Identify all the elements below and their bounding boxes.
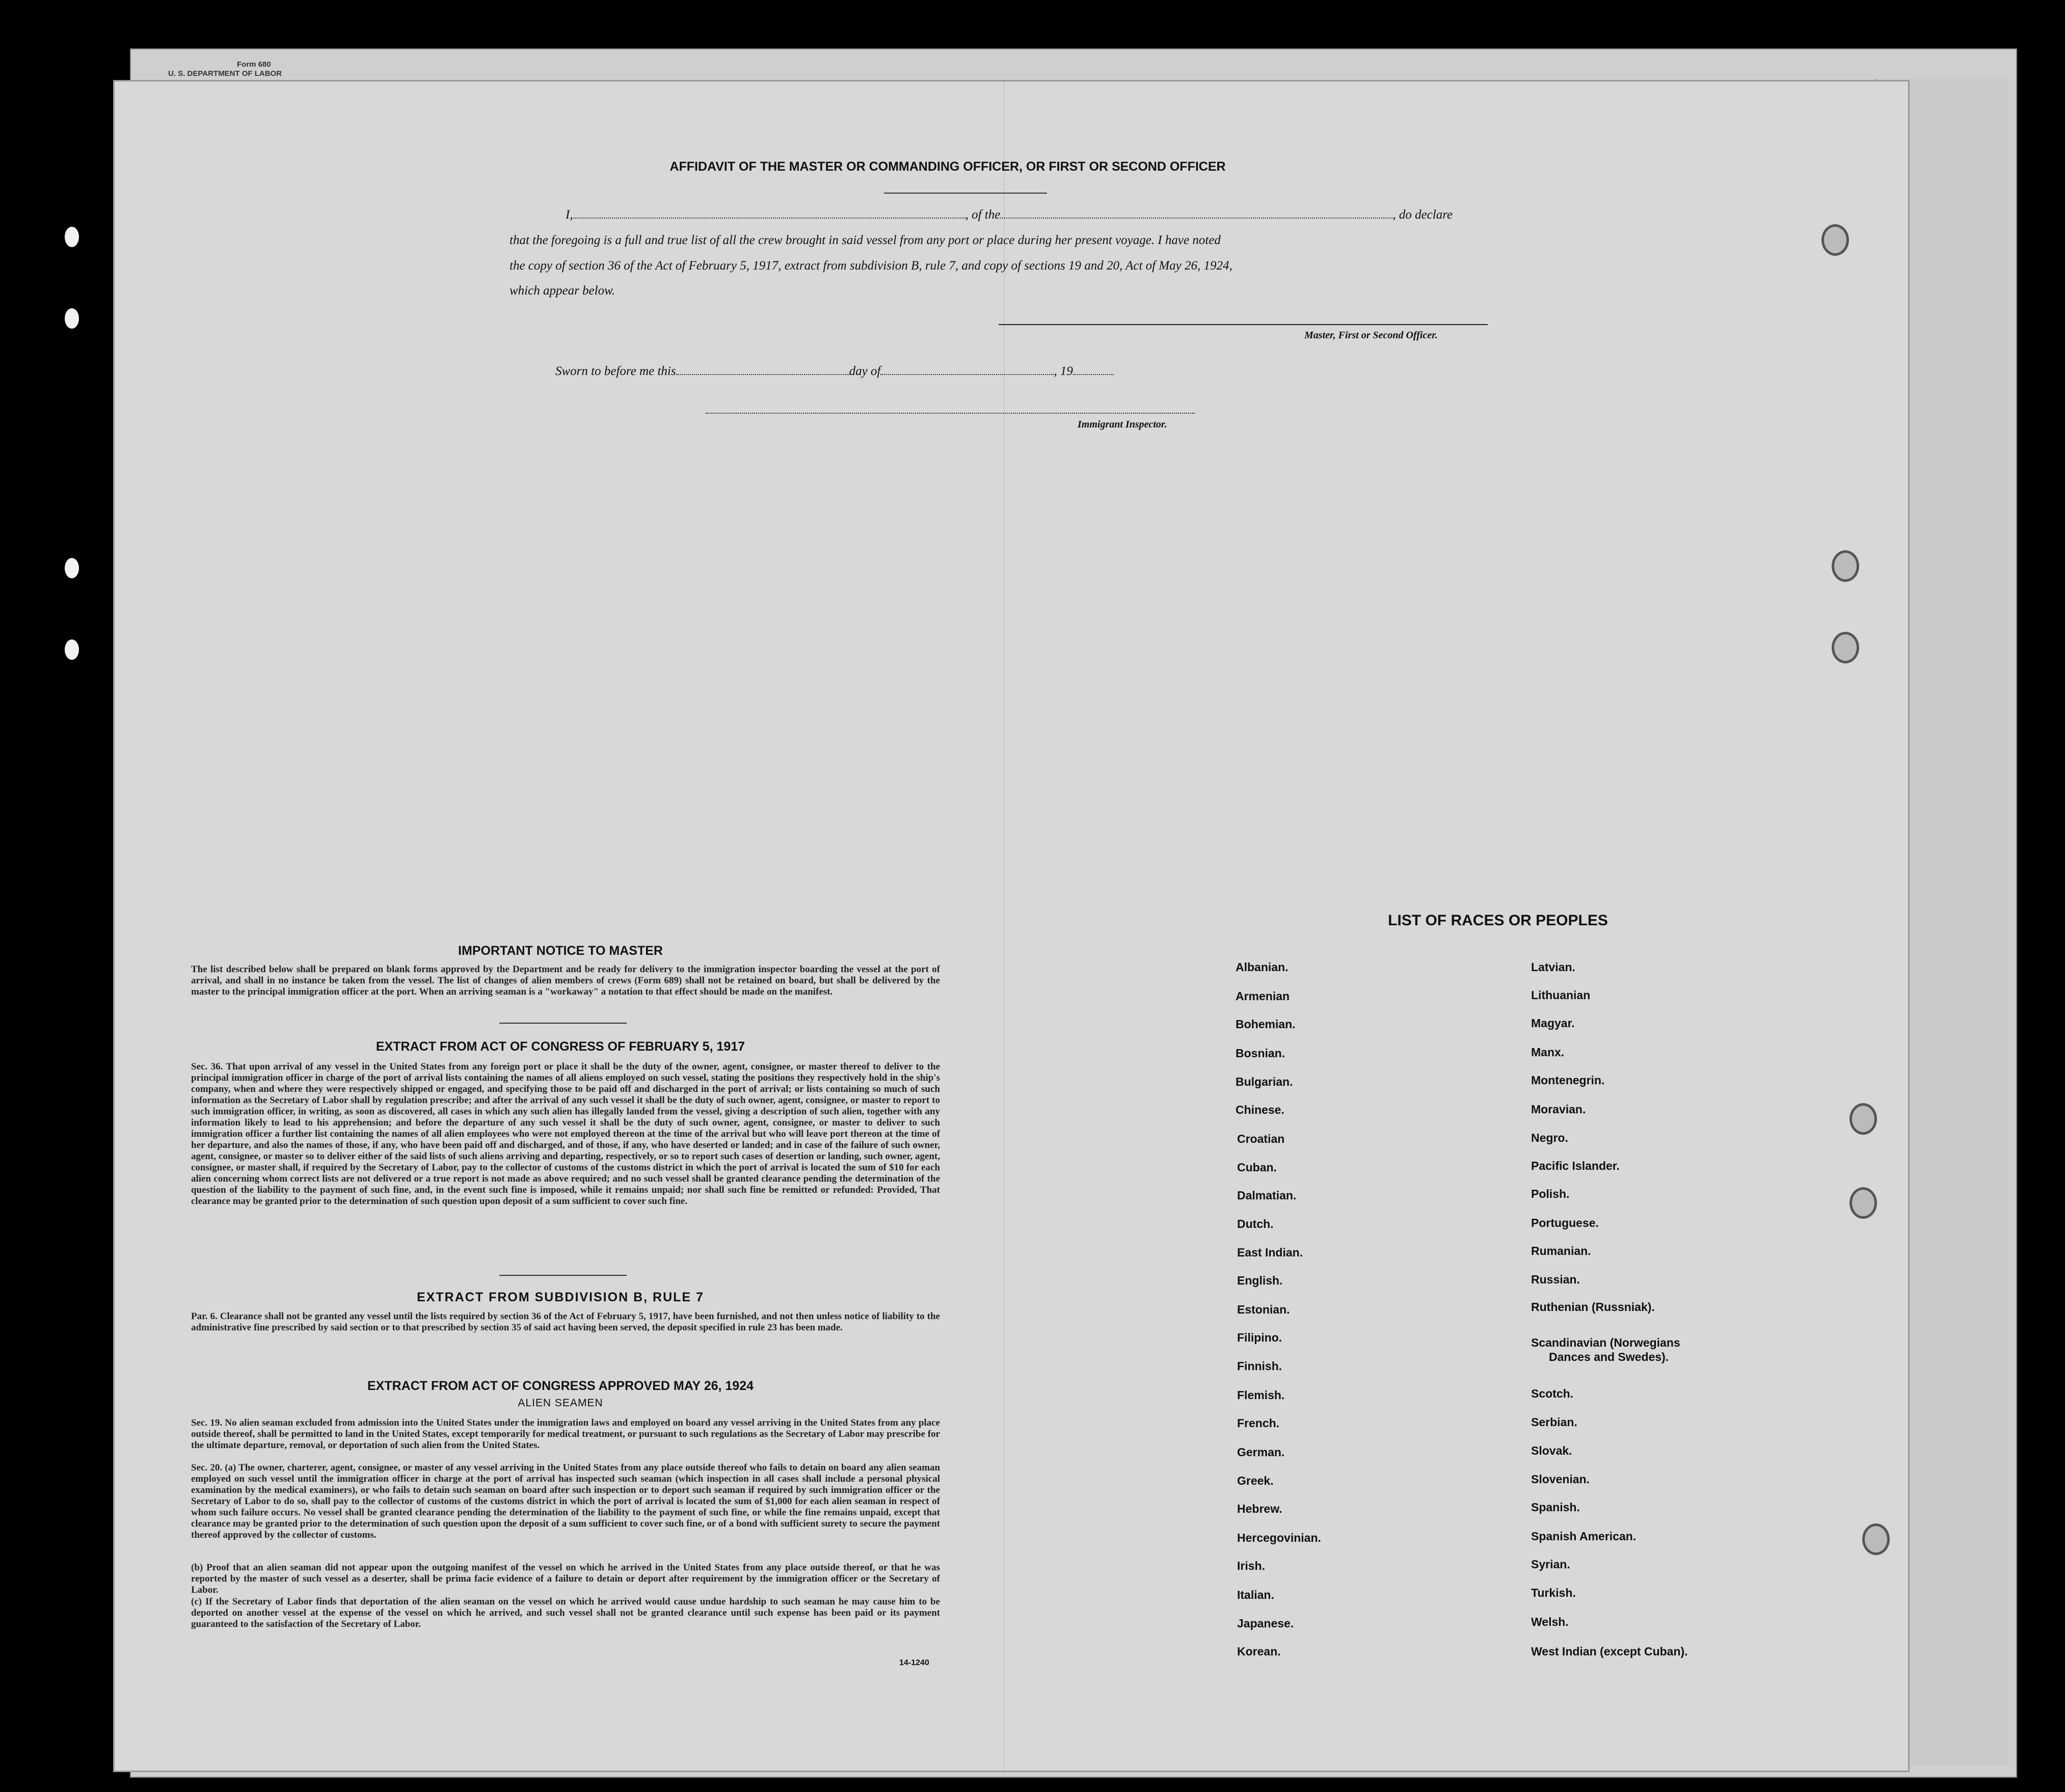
race-item: Portuguese. <box>1531 1216 1599 1229</box>
race-item: Manx. <box>1531 1046 1565 1059</box>
race-item: Moravian. <box>1531 1103 1586 1116</box>
punch-hole <box>1821 224 1849 256</box>
race-item: Japanese. <box>1237 1617 1294 1630</box>
race-item: Spanish. <box>1531 1501 1580 1514</box>
race-item: Russian. <box>1531 1273 1580 1286</box>
page-fold <box>1004 82 1005 1771</box>
race-item: Scandinavian (Norwegians <box>1531 1336 1680 1349</box>
race-item: Welsh. <box>1531 1615 1569 1628</box>
race-item: East Indian. <box>1237 1246 1303 1259</box>
race-item: Hebrew. <box>1237 1502 1282 1515</box>
race-item: French. <box>1237 1416 1280 1430</box>
affidavit-text-line-4: which appear below. <box>509 284 615 298</box>
extract-rule7-title: EXTRACT FROM SUBDIVISION B, RULE 7 <box>417 1290 704 1304</box>
race-item: German. <box>1237 1446 1285 1459</box>
extract-rule7-body: Par. 6. Clearance shall not be granted any vessel until the lists required by section 36 of the Act of February 5, 1917, have been furnished, and not then unless notice of liability to the administrative fine prescribed by said section or to that prescribed by section 35 of said act having been served, the deposit specified in rule 23 has been made. <box>191 1311 940 1333</box>
punch-hole <box>65 227 79 247</box>
race-item: Korean. <box>1237 1645 1281 1658</box>
race-item: Slovak. <box>1531 1444 1572 1457</box>
notice-divider <box>499 1023 627 1024</box>
extract-1924-sec20a: Sec. 20. (a) The owner, charterer, agent, consignee, or master of any vessel arriving in the United States from any place outside thereof who fails to detain on board any alien seaman employed on such vessel until the immigration officer in charge at the port of arrival has inspected such seaman (which inspection in all cases shall include a personal physical examination by the medical examiners), or who fails to detain such seaman on board after such inspection or to deport such seaman if required by such immigration officer or the Secretary of Labor to do so, shall pay to the collector of customs of the customs district in which the port of arrival is located the sum of $1,000 for each alien seaman in respect of whom such failure occurs. No vessel shall be granted clearance pending the determination of the liability to the payment of such fine, or while the fine remains unpaid, except that clearance may be granted prior to the determination of such question upon the deposit of a sum sufficient to cover such fine, or of a bond with sufficient surety to secure the payment thereof approved by the collector of customs. <box>191 1462 940 1540</box>
race-item: Slovenian. <box>1531 1473 1590 1486</box>
extract-1924-sec19: Sec. 19. No alien seaman excluded from admission into the United States under the immigration laws and employed on board any vessel arriving in the United States from any place outside thereof, shall be permitted to land in the United States, except temporarily for medical treatment, or pursuant to such regulations as the Secretary of Labor may prescribe for the ultimate departure, removal, or deportation of such alien from the United States. <box>191 1417 940 1451</box>
race-item: Croatian <box>1237 1132 1285 1145</box>
extract-1924-sec20c: (c) If the Secretary of Labor finds that deportation of the alien seaman on the vessel on which he arrived would cause undue hardship to such seaman he may cause him to be deported on another vessel at the expense of the vessel on which he arrived, and such vessel shall not be granted clearance until such expense has been paid or its payment guaranteed to the satisfaction of the Secretary of Labor. <box>191 1596 940 1629</box>
race-item: Latvian. <box>1531 960 1575 974</box>
race-item: Estonian. <box>1237 1303 1290 1316</box>
race-item: Ruthenian (Russniak). <box>1531 1300 1655 1314</box>
notice-body: The list described below shall be prepared on blank forms approved by the Department and be ready for delivery to the immigration inspector boarding the vessel at the port of arrival, and shall in no instance be taken from the vessel. The list of changes of alien members of crews (Form 689) shall not be retained on board, but shall be delivered by the master to the principal immigration officer at the port. When an arriving seaman is a "workaway" a notation to that effect should be made on the manifest. <box>191 964 940 997</box>
race-item: Negro. <box>1531 1131 1568 1144</box>
punch-hole <box>65 308 79 329</box>
race-item: Filipino. <box>1237 1331 1282 1344</box>
race-item: Flemish. <box>1237 1388 1285 1402</box>
race-item: Italian. <box>1237 1588 1274 1601</box>
race-item: Serbian. <box>1531 1415 1577 1429</box>
affidavit-text-line-3: the copy of section 36 of the Act of February 5, 1917, extract from subdivision B, rule 7, and copy of sections 19 and 20, Act of May 26, 1924, <box>509 259 1232 273</box>
race-item: Pacific Islander. <box>1531 1159 1620 1172</box>
race-item: Bulgarian. <box>1236 1075 1293 1088</box>
affidavit-divider <box>884 193 1047 194</box>
race-item: Magyar. <box>1531 1017 1575 1030</box>
affiant-name-field[interactable] <box>573 218 966 219</box>
punch-hole <box>1849 1187 1877 1219</box>
master-signature-line[interactable] <box>999 324 1488 325</box>
race-item: Montenegrin. <box>1531 1074 1605 1087</box>
vessel-name-field[interactable] <box>1000 218 1392 219</box>
race-item: Dutch. <box>1237 1217 1274 1231</box>
inspector-signature-line[interactable] <box>706 413 1195 414</box>
sworn-day-field[interactable] <box>676 374 849 375</box>
race-item: Albanian. <box>1236 960 1289 974</box>
race-item: Bosnian. <box>1236 1047 1285 1060</box>
race-item: Dalmatian. <box>1237 1189 1297 1202</box>
race-item: Turkish. <box>1531 1586 1576 1599</box>
race-item: Hercegovinian. <box>1237 1531 1321 1544</box>
race-item: Scotch. <box>1531 1387 1574 1400</box>
race-item: Syrian. <box>1531 1558 1570 1571</box>
extract-1924-sec20b: (b) Proof that an alien seaman did not appear upon the outgoing manifest of the vessel on which he arrived in the United States from any place outside thereof, or that he was reported by the master of such vessel as a deserter, shall be prima facie evidence of a failure to detain or deport after requirement by the immigration officer or the Secretary of Labor. <box>191 1562 940 1595</box>
inspector-signature-caption: Immigrant Inspector. <box>1078 419 1167 430</box>
race-item: Irish. <box>1237 1559 1265 1572</box>
punch-hole <box>1862 1523 1890 1555</box>
sworn-month-field[interactable] <box>880 374 1054 375</box>
extract-1917-body: Sec. 36. That upon arrival of any vessel in the United States from any foreign port or place it shall be the duty of the owner, agent, consignee, or master thereof to deliver to the principal immigration officer in charge of the port of arrival lists containing the names of all aliens employed on such vessel, stating the positions they respectively hold in the ship's company, when and where they were respectively shipped or engaged, and specifying those to be paid off and discharged in the port of arrival; or lists containing so much of such information as the Secretary of Labor shall by regulation prescribe; and after the arrival of any such vessel it shall be the duty of such owner, agent, consignee, or master to report to such immigration officer, in writing, as soon as discovered, all cases in which any such alien has illegally landed from the vessel, giving a description of such alien, together with any information likely to lead to his apprehension; and before the departure of any such vessel it shall be the duty of such owner, agent, consignee, or master to deliver to such immigration officer a further list containing the names of all alien employees who were not employed thereon at the time of the arrival but who will leave port thereon at the time of her departure, and also the names of those, if any, who have been paid off and discharged, and of those, if any, who have deserted or landed; and in case of the failure of such owner, agent, consignee, or master so to deliver either of the said lists of such aliens arriving and departing, respectively, or so to report such cases of desertion or landing, such owner, agent, consignee, or master shall, if required by the Secretary of Labor, pay to the collector of customs of the customs district in which the port of arrival is located the sum of $10 for each alien concerning whom correct lists are not delivered or a true report is not made as above required; and no such vessel shall be granted clearance pending the determination of the question of the liability to the payment of such fine, and, in the event such fine is imposed, while it remains unpaid; nor shall such fine be remitted or refunded: Provided, That clearance may be granted prior to the determination of such question upon deposit of a sum sufficient to cover such fine. <box>191 1061 940 1207</box>
notice-title: IMPORTANT NOTICE TO MASTER <box>458 944 663 958</box>
back-form-label: Form 680 U. S. DEPARTMENT OF LABOR <box>168 60 282 78</box>
extract-1924-title: EXTRACT FROM ACT OF CONGRESS APPROVED MAY 26, 1924 <box>367 1379 754 1393</box>
race-item: Spanish American. <box>1531 1530 1637 1543</box>
extract-1917-divider <box>499 1275 627 1276</box>
punch-hole <box>1832 632 1859 663</box>
punch-hole <box>65 639 79 660</box>
race-item: Polish. <box>1531 1187 1570 1200</box>
race-item: Greek. <box>1237 1474 1274 1487</box>
affidavit-title: AFFIDAVIT OF THE MASTER OR COMMANDING OFFICER, OR FIRST OR SECOND OFFICER <box>669 159 1226 174</box>
races-title: LIST OF RACES OR PEOPLES <box>1388 912 1608 929</box>
race-item: Cuban. <box>1237 1161 1277 1174</box>
race-item: Bohemian. <box>1236 1018 1296 1031</box>
race-item: Chinese. <box>1236 1103 1284 1116</box>
punch-hole <box>1832 550 1859 582</box>
race-item: Finnish. <box>1237 1359 1282 1373</box>
affidavit-declaration-line: I, , of the , do declare <box>566 208 1453 222</box>
race-item: Dances and Swedes). <box>1549 1350 1669 1363</box>
punch-hole <box>1849 1103 1877 1135</box>
race-item: West Indian (except Cuban). <box>1531 1645 1688 1658</box>
affidavit-text-line-2: that the foregoing is a full and true list of all the crew brought in said vessel from any port or place during her present voyage. I have noted <box>509 233 1221 247</box>
extract-1924-subtitle: ALIEN SEAMEN <box>518 1397 603 1409</box>
sworn-line: Sworn to before me this day of , 19 <box>555 364 1114 379</box>
print-code: 14-1240 <box>899 1659 929 1667</box>
race-item: Rumanian. <box>1531 1244 1591 1258</box>
sworn-year-field[interactable] <box>1073 374 1114 375</box>
race-item: Armenian <box>1236 989 1290 1003</box>
master-signature-caption: Master, First or Second Officer. <box>1304 330 1438 341</box>
extract-1917-title: EXTRACT FROM ACT OF CONGRESS OF FEBRUARY 5, 1917 <box>376 1039 745 1054</box>
race-item: English. <box>1237 1274 1283 1287</box>
race-item: Lithuanian <box>1531 988 1591 1002</box>
punch-hole <box>65 558 79 578</box>
